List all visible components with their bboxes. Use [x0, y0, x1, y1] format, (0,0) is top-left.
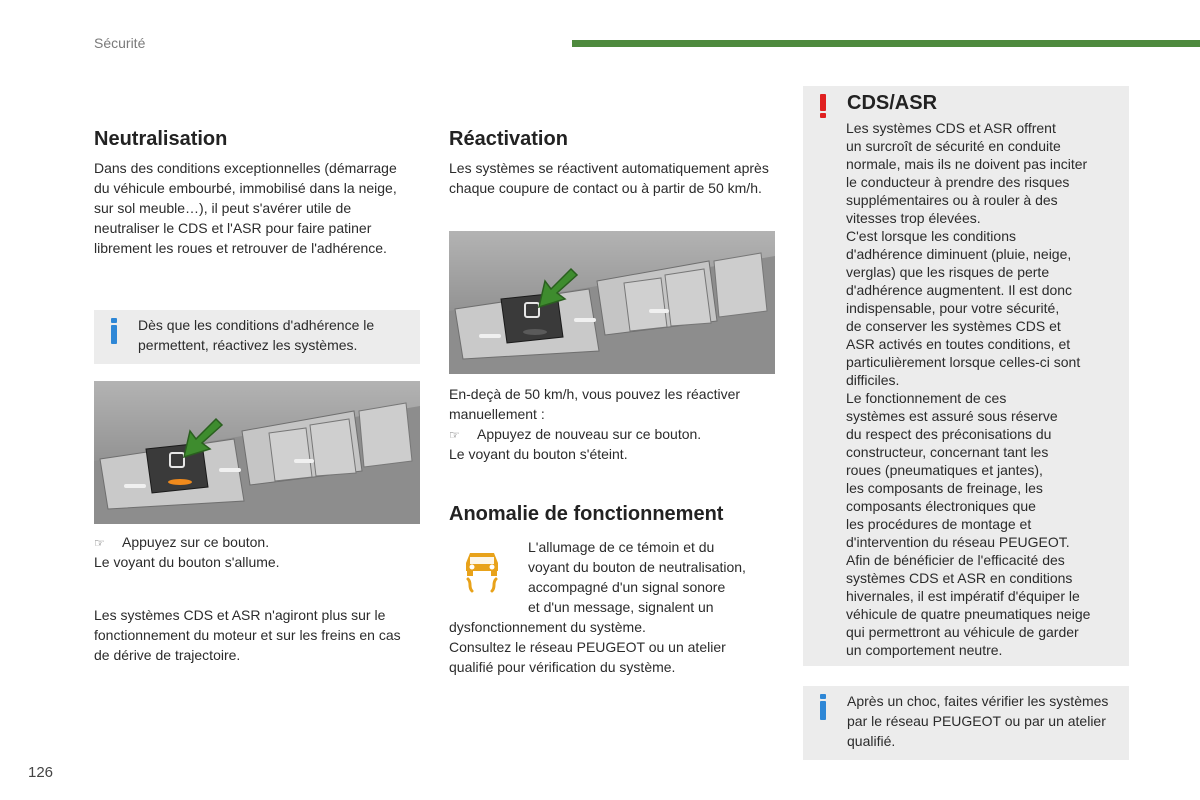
reactivation-heading: Réactivation: [449, 128, 568, 150]
anomalie-line-4: et d'un message, signalent un: [528, 599, 714, 615]
reactivation-manual: En-deçà de 50 km/h, vous pouvez les réactiver manuellement :: [449, 386, 741, 422]
cds-asr-line: supplémentaires ou à rouler à des: [846, 192, 1058, 208]
cds-asr-line: systèmes CDS et ASR en conditions: [846, 570, 1073, 586]
cds-asr-line: le conducteur à prendre des risques: [846, 174, 1070, 190]
anomalie-advice: Consultez le réseau PEUGEOT ou un atelier qualifié pour vérification du système.: [449, 639, 726, 675]
cds-asr-line: de conserver les systèmes CDS et: [846, 318, 1061, 334]
cds-asr-line: Le fonctionnement de ces: [846, 390, 1007, 406]
reactivation-step: [449, 424, 779, 445]
cds-asr-text: [846, 119, 1121, 659]
neutralisation-heading: Neutralisation: [94, 128, 228, 150]
cds-asr-line: un comportement neutre.: [846, 642, 1003, 658]
cds-asr-line: qui permettront au véhicule de garder: [846, 624, 1079, 640]
cds-asr-line: indispensable, pour votre sécurité,: [846, 300, 1060, 316]
page-number: 126: [28, 764, 54, 781]
skid-warning-icon: [458, 547, 506, 595]
cds-asr-line: Les systèmes CDS et ASR offrent: [846, 120, 1056, 136]
cds-asr-line: un surcroît de sécurité en conduite: [846, 138, 1061, 154]
warning-exclamation-icon: [820, 94, 826, 118]
pointer-icon: ☞: [94, 536, 105, 550]
cds-asr-line: C'est lorsque les conditions: [846, 228, 1016, 244]
anomalie-line-5: dysfonctionnement du système.: [449, 619, 646, 635]
anomalie-line-2: voyant du bouton de neutralisation,: [528, 559, 746, 575]
cds-asr-line: difficiles.: [846, 372, 900, 388]
anomalie-line-1: L'allumage de ce témoin et du: [528, 539, 715, 555]
section-title: Sécurité: [94, 35, 146, 51]
reactivation-result: Le voyant du bouton s'éteint.: [449, 446, 628, 462]
reactivation-step-text: Appuyez de nouveau sur ce bouton.: [477, 426, 702, 442]
neutralisation-intro: Dans des conditions exceptionnelles (démarrage du véhicule embourbé, immobilisé dans la neige, sur sol meuble…), il peut s'avérer utile de neutraliser le CDS et l'ASR pour faire patiner librement les roues et retrouver de l'adhérence.: [94, 160, 397, 256]
cds-asr-line: les composants de freinage, les: [846, 480, 1043, 496]
cds-asr-line: les procédures de montage et: [846, 516, 1032, 532]
sidebar-info-box: [803, 686, 1129, 760]
cds-asr-line: du respect des préconisations du: [846, 426, 1052, 442]
cds-asr-line: ASR activés en toutes conditions, et: [846, 336, 1071, 352]
cds-asr-line: constructeur, concernant tant les: [846, 444, 1049, 460]
pointer-icon: ☞: [449, 428, 460, 442]
info-icon: [111, 318, 117, 338]
cds-asr-line: d'intervention du réseau PEUGEOT.: [846, 534, 1070, 550]
cds-asr-line: particulièrement lorsque celles-ci sont: [846, 354, 1081, 370]
info-icon: [820, 694, 826, 714]
cds-asr-line: verglas) que les risques de perte: [846, 264, 1050, 280]
neutralisation-note: Les systèmes CDS et ASR n'agiront plus sur le fonctionnement du moteur et sur les freins en cas de dérive de trajectoire.: [94, 607, 401, 663]
cds-asr-line: roues (pneumatiques et jantes),: [846, 462, 1043, 478]
cds-asr-line: normale, mais ils ne doivent pas inciter: [846, 156, 1088, 172]
cds-asr-heading: CDS/ASR: [847, 92, 938, 114]
anomalie-heading: Anomalie de fonctionnement: [449, 503, 724, 525]
cds-asr-line: véhicule de quatre pneumatiques neige: [846, 606, 1091, 622]
switch-panel-image-led-off: [449, 231, 775, 374]
neutralisation-result: Le voyant du bouton s'allume.: [94, 554, 280, 570]
anomalie-line-3: accompagné d'un signal sonore: [528, 579, 726, 595]
cds-asr-line: d'adhérence diminuent (pluie, neige,: [846, 246, 1072, 262]
neutralisation-step-text: Appuyez sur ce bouton.: [122, 534, 270, 550]
cds-asr-line: vitesses trop élevées.: [846, 210, 981, 226]
neutralisation-info-box: [94, 310, 420, 364]
cds-asr-line: hivernales, il est impératif d'équiper le: [846, 588, 1080, 604]
neutralisation-step: [94, 532, 424, 553]
sidebar-info-text: Après un choc, faites vérifier les systèmes par le réseau PEUGEOT ou par un atelier qualifié.: [847, 693, 1109, 749]
header-rule: [572, 40, 1200, 47]
cds-asr-line: composants électroniques que: [846, 498, 1036, 514]
cds-asr-line: d'adhérence augmentent. Il est donc: [846, 282, 1073, 298]
switch-panel-image-led-on: [94, 381, 420, 524]
cds-asr-line: Afin de bénéficier de l'efficacité des: [846, 552, 1065, 568]
neutralisation-info-text: Dès que les conditions d'adhérence le permettent, réactivez les systèmes.: [138, 317, 375, 353]
cds-asr-line: systèmes est assuré sous réserve: [846, 408, 1058, 424]
reactivation-intro: Les systèmes se réactivent automatiquement après chaque coupure de contact ou à partir de 50 km/h.: [449, 160, 769, 196]
